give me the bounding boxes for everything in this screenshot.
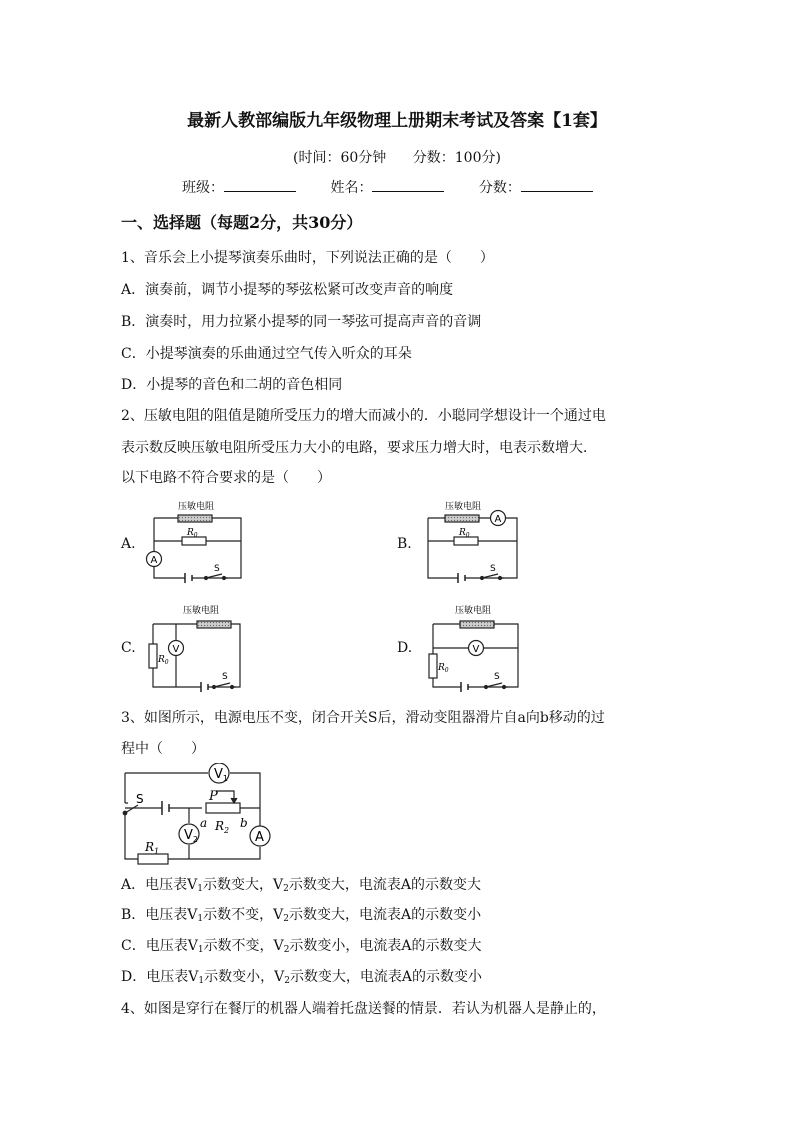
voltmeter-symbol: V (172, 644, 180, 655)
score-blank[interactable] (521, 177, 593, 192)
ammeter-symbol: A (255, 830, 264, 845)
q3-option-b: B．电压表$V_1$示数不变，$V_2$示数变大，电流表A的示数变小 (121, 907, 482, 924)
exam-time: (时间：60分钟 (293, 150, 387, 166)
q2-stem-line3: 以下电路不符合要求的是（ ） (121, 470, 331, 486)
q1-option-c: C．小提琴演奏的乐曲通过空气传入听众的耳朵 (121, 346, 412, 362)
ammeter-symbol: A (150, 555, 158, 566)
ammeter-symbol: A (494, 514, 502, 525)
page-title: 最新人教部编版九年级物理上册期末考试及答案【1套】 (187, 111, 607, 131)
class-blank[interactable] (224, 177, 296, 192)
q2-label-d: D. (397, 640, 413, 656)
switch-label: S (490, 564, 496, 574)
circuit-diagram-d (420, 600, 525, 695)
v1-symbol: $V_1$ (214, 767, 228, 783)
exam-total-score: 分数：100分) (412, 150, 501, 166)
q3-stem-line1: 3、如图所示，电源电压不变，闭合开关S后，滑动变阻器滑片自a向b移动的过 (121, 710, 605, 726)
q1-option-d: D．小提琴的音色和二胡的音色相同 (121, 377, 343, 393)
circuit-diagram-a (136, 495, 251, 587)
voltmeter-symbol: V (472, 644, 480, 655)
r1-label: $R_1$ (145, 840, 160, 856)
q1-stem: 1、音乐会上小提琴演奏乐曲时，下列说法正确的是（ ） (121, 250, 494, 266)
sensor-label: 压敏电阻 (445, 502, 482, 512)
name-blank[interactable] (372, 177, 444, 192)
q1-option-b: B．演奏时，用力拉紧小提琴的同一琴弦可提高声音的音调 (121, 314, 482, 330)
q3-option-d: D．电压表$V_1$示数变小，$V_2$示数变大，电流表A的示数变小 (121, 969, 483, 986)
r0-label: $R_0$ (459, 528, 470, 539)
r0-label: $R_0$ (158, 655, 169, 666)
q3-circuit-diagram (120, 763, 280, 868)
q4-stem-line1: 4、如图是穿行在餐厅的机器人端着托盘送餐的情景．若认为机器人是静止的， (121, 1001, 606, 1017)
section-title: 一、选择题（每题2分，共30分） (121, 213, 363, 232)
q1-option-a: A．演奏前，调节小提琴的琴弦松紧可改变声音的响度 (121, 282, 454, 298)
r0-label: $R_0$ (438, 663, 449, 674)
sensor-label: 压敏电阻 (183, 606, 220, 616)
score-label: 分数： (478, 180, 521, 196)
sensor-label: 压敏电阻 (178, 502, 215, 512)
name-label: 姓名： (330, 180, 373, 196)
exam-meta (0, 147, 794, 167)
q2-stem-line1: 2、压敏电阻的阻值是随所受压力的增大而减小的．小聪同学想设计一个通过电 (121, 408, 606, 424)
switch-label: S (222, 672, 228, 682)
point-a-label: a (200, 816, 208, 830)
switch-s-label: S (136, 792, 144, 806)
circuit-diagram-b (420, 495, 535, 587)
q2-stem-line2: 表示数反映压敏电阻所受压力大小的电路，要求压力增大时，电表示数增大． (121, 440, 597, 456)
q2-label-b: B. (397, 536, 412, 552)
point-b-label: b (240, 816, 248, 830)
r2-label: $R_2$ (215, 819, 230, 835)
slider-p-label: P (209, 789, 218, 804)
student-fields (182, 177, 623, 197)
q3-option-a: A．电压表$V_1$示数变大，$V_2$示数变大，电流表A的示数变大 (121, 877, 481, 894)
switch-label: S (494, 672, 500, 682)
circuit-diagram-c (140, 600, 245, 695)
q3-option-c: C．电压表$V_1$示数不变，$V_2$示数变小，电流表A的示数变大 (121, 938, 482, 955)
q3-stem-line2: 程中（ ） (121, 741, 205, 757)
v2-symbol: $V_2$ (184, 828, 198, 844)
sensor-label: 压敏电阻 (455, 606, 492, 616)
r0-label: $R_0$ (187, 528, 198, 539)
q2-label-a: A. (121, 536, 136, 552)
switch-label: S (214, 564, 220, 574)
q2-label-c: C. (121, 640, 136, 656)
class-label: 班级： (182, 180, 224, 196)
